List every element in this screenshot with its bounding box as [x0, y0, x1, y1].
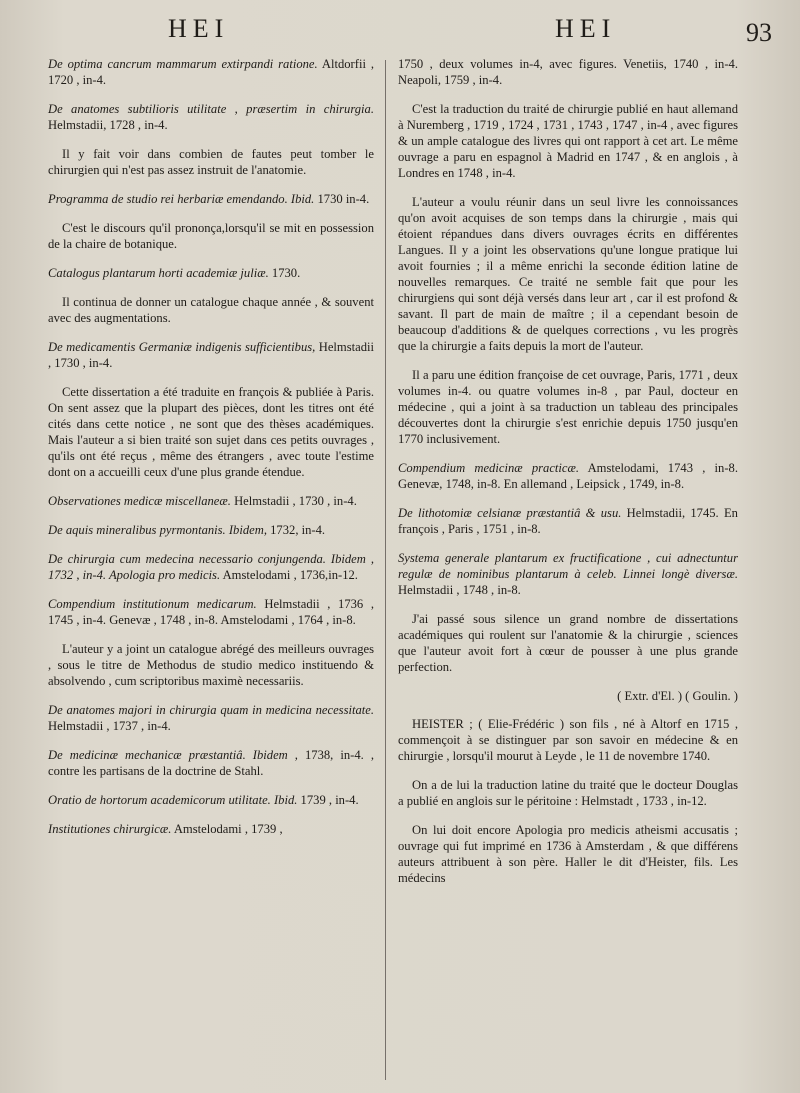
work-title: Compendium medicinæ practicæ. [398, 461, 580, 475]
body-paragraph: Il y fait voir dans combien de fautes peut tomber le chirurgien qui n'est pas assez instruit de l'anatomie. [48, 147, 374, 177]
right-column [398, 56, 738, 899]
bibliography-entry [48, 522, 374, 538]
body-paragraph: Cette dissertation a été traduite en françois & publiée à Paris. On sent assez que la plupart des pièces, dont les titres ont été cités dans cette notice , ne sont que des thèses académiques. Mais l'auteur a si bien traité son sujet dans ces petits ouvrages , qu'ils ont été reçus , même des étrangers , avec toute l'estime dont on a accueilli ceux d'une plus grande étendue. [48, 385, 374, 479]
bibliography-entry [48, 702, 374, 734]
publication-details: 1732, in-4. [266, 523, 326, 537]
left-column [48, 56, 374, 850]
work-title: De anatomes majori in chirurgia quam in medicina necessitate. [48, 703, 374, 717]
body-paragraph: L'auteur a voulu réunir dans un seul livre les connoissances qu'on avoit acquises de son temps dans la chirurgie , mais qui étoient répandues dans divers ouvrages écrits en différentes Langues. Il y a joint les observations qu'une longue pratique lui avoit fournies ; il a même enrichi la seconde édition latine de nouvelles remarques. Ce traité ne semble fait que pour les chirurgiens qui sont déjà versés dans leur art , car il est profond & savant. Il part de main de maître ; il a cependant besoin de beaucoup d'additions & de quelques corrections , vu les progrès que la chirurgie a faits depuis la mort de l'auteur. [398, 195, 738, 353]
body-paragraph: L'auteur y a joint un catalogue abrégé des meilleurs ouvrages , sous le titre de Methodus de studio medico instituendo & absolvendo , cum scriptoribus maximè necessariis. [48, 642, 374, 688]
running-head-left: HEI [168, 14, 230, 43]
work-title: De anatomes subtilioris utilitate , præsertim in chirurgia. [48, 102, 374, 116]
source-attribution: ( Extr. d'El. ) ( Goulin. ) [617, 689, 738, 703]
publication-details: 1750 , deux volumes in-4, avec figures. Venetiis, 1740 , in-4. Neapoli, 1759 , in-4. [398, 57, 738, 87]
bibliography-entry [398, 460, 738, 492]
publication-details: 1739 , in-4. [297, 793, 359, 807]
work-title: Compendium institutionum medicarum. [48, 597, 257, 611]
bibliography-entry [48, 265, 374, 281]
body-paragraph: Il continua de donner un catalogue chaque année , & souvent avec des augmentations. [48, 295, 374, 325]
bibliography-entry [48, 551, 374, 583]
publication-details: Amstelodami , 1739 , [171, 822, 283, 836]
body-paragraph: C'est le discours qu'il prononça,lorsqu'il se mit en possession de la chaire de botanique. [48, 221, 374, 251]
column-divider [385, 60, 386, 1080]
work-title: De medicinæ mechanicæ præstantiâ. Ibidem , [48, 748, 298, 762]
publication-details: 1738, in-4. , contre les partisans de la doctrine de Stahl. [48, 748, 374, 778]
bibliography-entry [48, 191, 374, 207]
body-paragraph: Il a paru une édition françoise de cet ouvrage, Paris, 1771 , deux volumes in-4. ou quatre volumes in-8 , par Paul, docteur en médecine , qui a joint à sa traduction un tableau des principales découvertes dont la chirurgie s'est enrichie depuis 1750 jusqu'en 1770 inclusivement. [398, 368, 738, 446]
work-title: Institutiones chirurgicæ. [48, 822, 172, 836]
publication-details: Amstelodami, 1743 , in-8. Genevæ, 1748, in-8. En allemand , Leipsick , 1749, in-8. [398, 461, 738, 491]
page-number: 93 [746, 18, 772, 47]
publication-details: Helmstadii , 1736 , 1745 , in-4. Genevæ , 1748 , in-8. Amstelodami , 1764 , in-8. [48, 597, 374, 627]
publication-details: 1730 in-4. [314, 192, 370, 206]
bibliography-entry [48, 747, 374, 779]
bibliography-entry [48, 101, 374, 133]
publication-details: Altdorfii , 1720 , in-4. [48, 57, 374, 87]
bibliography-entry [398, 56, 738, 88]
work-title: De medicamentis Germaniæ indigenis sufficientibus, [48, 340, 316, 354]
publication-details: Helmstadii, 1745. En françois , Paris , 1751 , in-8. [398, 506, 738, 536]
body-paragraph: C'est la traduction du traité de chirurgie publié en haut allemand à Nuremberg , 1719 , 1724 , 1731 , 1743 , 1747 , in-4 , avec figures & un ample catalogue des livres qui ont rapport à cet art. Le même ouvrage a paru en espagnol à Madrid en 1747 , & en anglois , à Londres en 1748 , in-4. [398, 102, 738, 180]
bibliography-entry [48, 56, 374, 88]
publication-details: Helmstadii , 1737 , in-4. [48, 719, 171, 733]
work-title: De lithotomiæ celsianæ præstantiâ & usu. [398, 506, 622, 520]
work-title: De optima cancrum mammarum extirpandi ratione. [48, 57, 318, 71]
body-paragraph: On lui doit encore Apologia pro medicis atheismi accusatis ; ouvrage qui fut imprimé en 1736 à Amsterdam , & que différens auteurs attribuent à son père. Haller le dit d'Heister, fils. Les médecins [398, 823, 738, 885]
publication-details: Helmstadii , 1730 , in-4. [230, 494, 357, 508]
bibliography-entry [48, 596, 374, 628]
bibliography-entry [398, 550, 738, 598]
work-title: De chirurgia cum medecina necessario conjungenda. Ibidem , 1732 , in-4. Apologia pro medicis. [48, 552, 374, 582]
work-title: Observationes medicæ miscellaneæ. [48, 494, 231, 508]
running-head-right: HEI [555, 14, 617, 43]
work-title: Oratio de hortorum academicorum utilitate. Ibid. [48, 793, 298, 807]
work-title: Catalogus plantarum horti academiæ juliæ. [48, 266, 269, 280]
bibliography-entry [48, 792, 374, 808]
body-paragraph: J'ai passé sous silence un grand nombre de dissertations académiques qui roulent sur l'anatomie & la chirurgie , sciences que l'auteur avoit fort à cœur de pousser à une plus grande perfection. [398, 612, 738, 674]
body-paragraph: On a de lui la traduction latine du traité que le docteur Douglas a publié en anglois sur le péritoine : Helmstadt , 1733 , in-12. [398, 778, 738, 808]
body-paragraph: HEISTER ; ( Elie-Frédéric ) son fils , né à Altorf en 1715 , commençoit à se distinguer par son savoir en médecine & en chirurgie , lorsqu'il mourut à Leyde , le 11 de novembre 1740. [398, 717, 738, 763]
publication-details: 1730. [268, 266, 301, 280]
bibliography-entry [398, 505, 738, 537]
bibliography-entry [48, 493, 374, 509]
work-title: Systema generale plantarum ex fructificatione , cui adnectuntur regulæ de nominibus plantarum à celeb. Linnei longè diversæ. [398, 551, 738, 581]
work-title: Programma de studio rei herbariæ emendando. Ibid. [48, 192, 315, 206]
publication-details: Amstelodami , 1736,in-12. [220, 568, 358, 582]
bibliography-entry [48, 339, 374, 371]
publication-details: Helmstadii , 1730 , in-4. [48, 340, 374, 370]
bibliography-entry [48, 821, 374, 837]
publication-details: Helmstadii, 1728 , in-4. [48, 118, 168, 132]
publication-details: Helmstadii , 1748 , in-8. [398, 583, 521, 597]
work-title: De aquis mineralibus pyrmontanis. Ibidem, [48, 523, 267, 537]
